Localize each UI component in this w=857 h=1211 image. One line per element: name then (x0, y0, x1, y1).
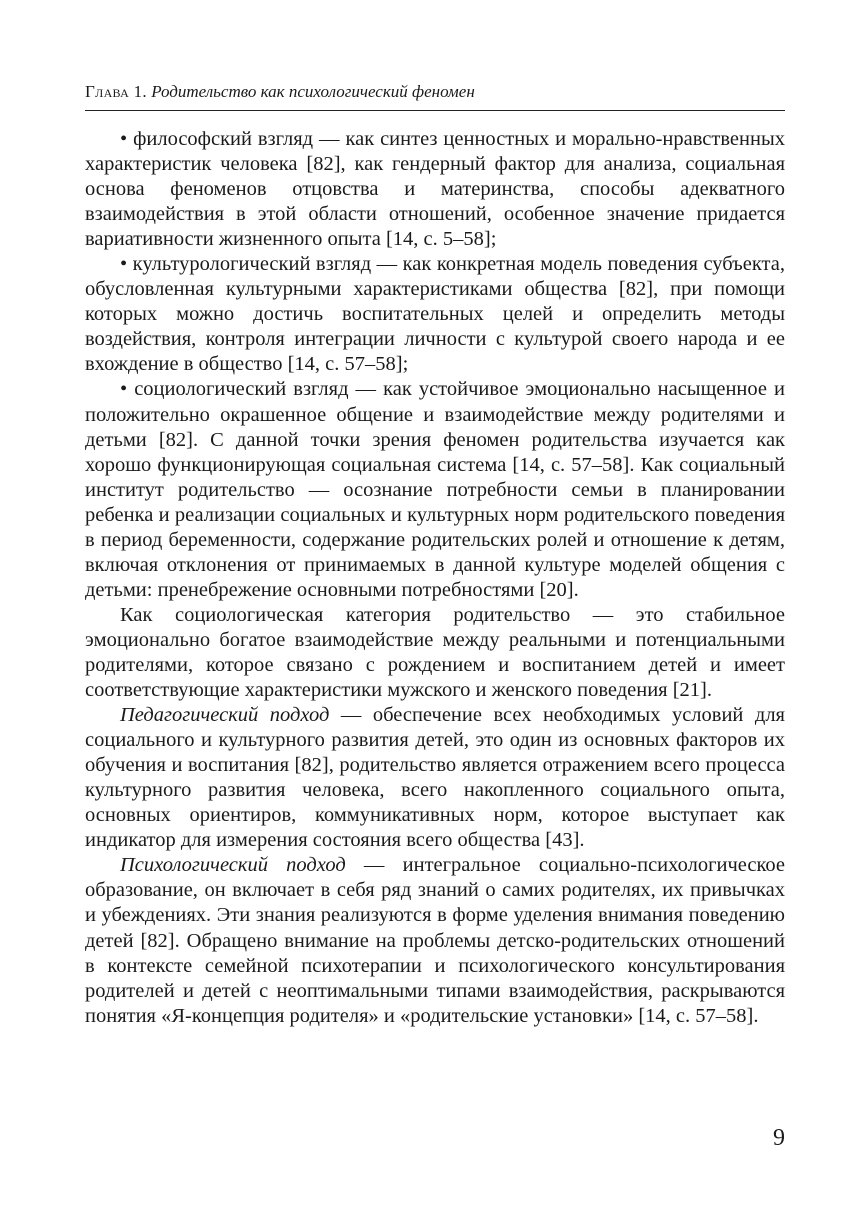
paragraph-philosophical-view: • философский взгляд — как синтез ценностных и морально-нравственных характеристик человека [82], как гендерный фактор для анализа, социальная основа феноменов отцовства и материнства, способы адекватного взаимодействия в этой области отношений, особенное значение придается вариативности жизненного опыта [14, с. 5–58]; (85, 128, 785, 251)
paragraph-pedagogical-approach: Педагогический подход — обеспечение всех необходимых условий для социального и культурного развития детей, это один из основных факторов их обучения и воспитания [82], родительство является отражением всего процесса культурного развития человека, всего накопленного социального опыта, основных ориентиров, коммуникативных норм, которое выступает как индикатор для измерения состояния всего общества [43]. (85, 704, 785, 852)
term-psychological-approach: Психологический подход (120, 854, 346, 877)
paragraph-culturological-view: • культурологический взгляд — как конкретная модель поведения субъекта, обусловленная культурными характеристиками общества [82], при помощи которых можно достичь воспитательных целей и определить методы воздействия, контроля интеграции личности с культурой своего народа и ее вхождение в общество [14, с. 57–58]; (85, 253, 785, 376)
header-divider (85, 110, 785, 111)
running-header (85, 80, 785, 104)
chapter-title: Родительство как психологический феномен (151, 82, 475, 101)
chapter-label: Глава 1. (85, 82, 147, 101)
page-number: 9 (773, 1125, 785, 1151)
paragraph-psychological-approach: Психологический подход — интегральное социально-психологическое образование, он включает в себя ряд знаний о самих родителях, их привычках и убеждениях. Эти знания реализуются в форме уделения внимания поведению детей [82]. Обращено внимание на проблемы детско-родительских отношений в контексте семейной психотерапии и психологического консультирования родителей и детей с неоптимальными типами взаимодействия, раскрываются понятия «Я-концепция родителя» и «родительские установки» [14, с. 57–58]. (85, 854, 785, 1027)
paragraph-sociological-view: • социологический взгляд — как устойчивое эмоционально насыщенное и положительно окрашенное общение и взаимодействие между родителями и детьми [82]. С данной точки зрения феномен родительства изучается как хорошо функционирующая социальная система [14, с. 57–58]. Как социальный институт родительство — осознание потребности семьи в планировании ребенка и реализации социальных и культурных норм родительского поведения в период беременности, содержание родительских ролей и отношение к детям, включая отклонения от принимаемых в данной культуре моделей общения с детьми: пренебрежение основными потребностями [20]. (85, 378, 785, 601)
paragraph-sociological-category: Как социологическая категория родительство — это стабильное эмоционально богатое взаимодействие между реальными и потенциальными родителями, которое связано с рождением и воспитанием детей и имеет соответствующие характеристики мужского и женского поведения [21]. (85, 603, 785, 702)
term-pedagogical-approach: Педагогический подход (120, 704, 330, 727)
page-body (85, 127, 785, 1029)
